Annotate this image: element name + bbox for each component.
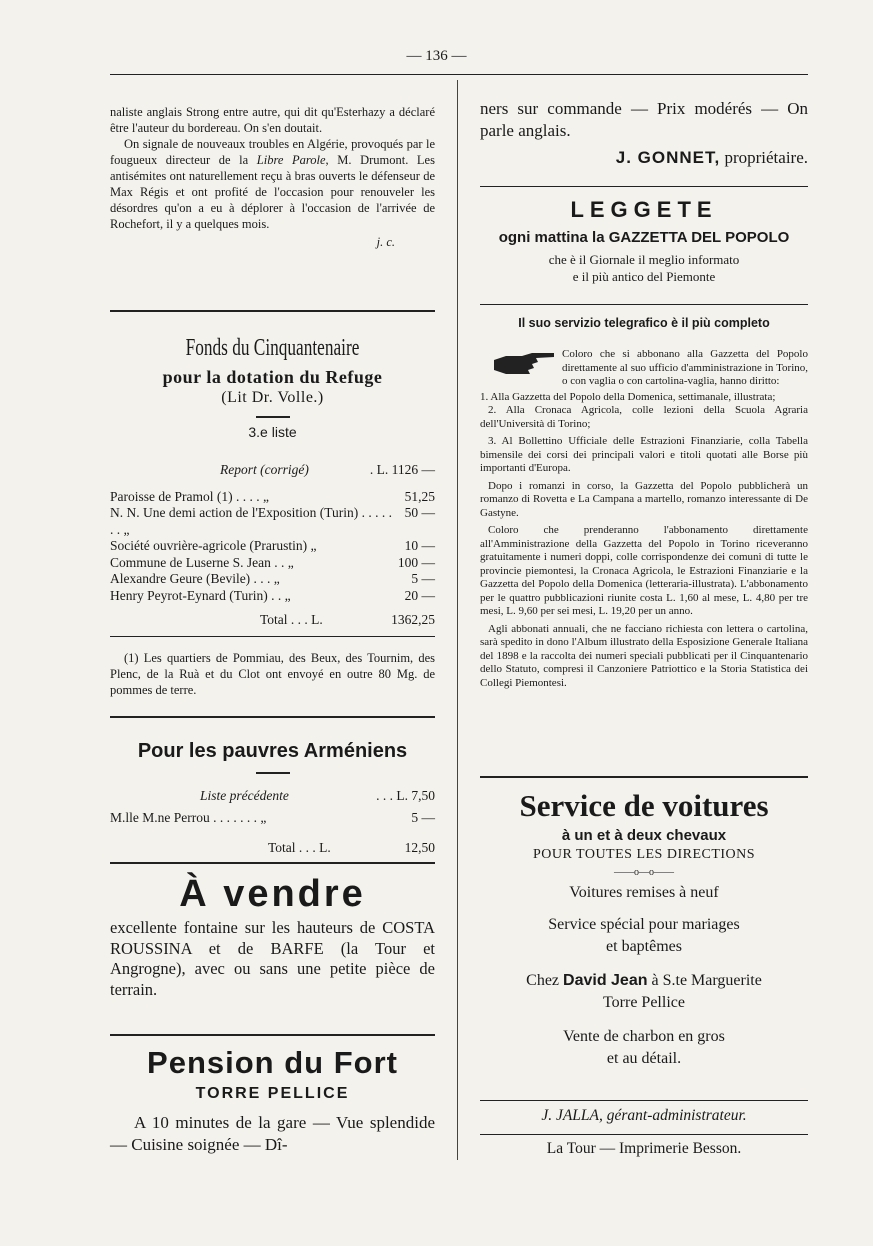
rule-8	[480, 776, 808, 778]
gazzetta-para-2: Dopo i romanzi in corso, la Gazzetta del Popolo pubblicherà un romanzo di Rovetta e La Campana a martello, romanzo interessante di De Gastyne.	[480, 479, 808, 519]
rule-1	[110, 310, 435, 312]
gazzetta-title: LEGGETE	[570, 197, 718, 222]
fonds-item-row: Alexandre Geure (Bevile) . . . „ 5 —	[110, 571, 435, 586]
gazzetta-item-2: 2. Alla Cronaca Agricola, colle lezioni della Scuola Agraria dell'Università di Torino;	[480, 404, 808, 430]
gazzetta-para-4: Agli abbonati annuali, che ne facciano richiesta con lettera o cartolina, sarà spedito in dono l'Album illustrato della Esposizione Generale Italiana del 1898 e la raccolta dei numeri speciali pubblicati per il Cinquantenario dello Statuto, compresi il Canzoniere Patriottico e la Storia Statistica dei Collegi Piemontesi.	[480, 622, 808, 689]
rule-9	[480, 1100, 808, 1101]
vendre-text: excellente fontaine sur les hauteurs de COSTA ROUSSINA et de BARFE (la Tour et Angrogne), avec ou sans une petite pièce de terrain.	[110, 918, 435, 999]
fonds-title: Fonds du Cinquantenaire	[185, 335, 360, 361]
gonnet-section	[480, 98, 808, 170]
pension-text: A 10 minutes de la gare — Vue splendide — Cuisine soignée — Dî-	[110, 1113, 435, 1154]
fonds-item-row: Paroisse de Pramol (1) . . . . „ 51,25	[110, 488, 435, 504]
gazzetta-para-3: Coloro che prenderanno l'abbonamento direttamente all'Amministrazione della Gazzetta del Popolo in Torino riceveranno gratuitamente i numeri doppi, colle corrispondenze dei comuni di tutte le provincie piemontesi, la Cronaca Agricola, le Estrazioni Finanziarie e la Gazzetta del Popolo della Domenica (letteraria-illustrata). L'abbonamento per le quattro pubblicazioni riunite costa L. 1,60 al mese, L. 4,80 per tre mesi, L. 9,60 per sei mesi, L. 19,20 per un anno.	[480, 524, 808, 617]
rule-6	[480, 186, 808, 187]
voitures-line-2: Service spécial pour mariages	[548, 916, 740, 933]
intro-paragraph-1: naliste anglais Strong entre autre, qui dit qu'Esterhazy a déclaré être l'auteur du bordereau. On s'en doutait.	[110, 105, 435, 135]
rule-2	[110, 636, 435, 637]
fonds-list-label: 3.e liste	[248, 424, 297, 440]
fonds-list	[110, 462, 435, 629]
rule-10	[480, 1134, 808, 1135]
armeniens-liste-row: Liste précédente . . . L. 7,50	[200, 788, 435, 803]
voitures-line-6: Vente de charbon en gros	[563, 1028, 725, 1045]
short-bar	[256, 772, 290, 774]
armeniens-list	[110, 788, 435, 857]
voitures-sub-2: POUR TOUTES LES DIRECTIONS	[532, 847, 756, 862]
gazzetta-service: Il suo servizio telegrafico è il più completo	[518, 316, 770, 330]
voitures-line-4: Chez David Jean à S.te Marguerite	[526, 972, 762, 989]
rule-5	[110, 1034, 435, 1036]
gazzetta-line-1: che è il Giornale il meglio informato	[548, 252, 740, 267]
continued-text: ners sur commande — Prix modérés — On parle anglais.	[480, 99, 808, 140]
fonds-footnote: (1) Les quartiers de Pommiau, des Beux, des Tournim, des Plenc, de la Ruà et du Clot ont envoyé en outre 80 Mg. de pommes de terre.	[110, 651, 435, 697]
pension-title: Pension du Fort	[147, 1045, 398, 1080]
rule-4	[110, 862, 435, 864]
voitures-line-5: Torre Pellice	[603, 994, 685, 1011]
short-bar	[256, 416, 290, 418]
gazzetta-item-3: 3. Al Bollettino Ufficiale delle Estrazioni Finanziarie, colla Tabella bimensile dei corsi dei principali valori e titoli quotati alle Borse più importanti d'Europa.	[480, 435, 808, 474]
fonds-report-row: Report (corrigé) . L. 1126 —	[220, 462, 435, 477]
gerant-line: J. JALLA, gérant-administrateur.	[541, 1107, 747, 1124]
armeniens-item-row: M.lle M.ne Perrou . . . . . . . „ 5 —	[110, 809, 435, 825]
voitures-line-7: et au détail.	[606, 1050, 682, 1067]
fonds-item-row: N. N. Une demi action de l'Exposition (Turin) . . . . . . . „ 50 —	[110, 505, 435, 537]
fonds-items	[110, 489, 435, 605]
pointing-hand-icon	[492, 350, 556, 378]
fonds-subtitle: pour la dotation du Refuge	[162, 367, 383, 387]
voitures-sub-1: à un et à deux chevaux	[561, 827, 727, 844]
voitures-ornament: ——o—o——	[614, 867, 674, 878]
pension-section	[110, 1044, 435, 1156]
vendre-section	[110, 872, 435, 1000]
gazzetta-body	[480, 314, 808, 690]
armeniens-total-row: Total . . . L. 12,50	[268, 840, 435, 855]
gazzetta-line-2: e il più antico del Piemonte	[572, 269, 716, 284]
intro-paragraph-2: On signale de nouveaux troubles en Algérie, provoqués par le fougueux directeur de la Libre Parole, M. Drumont. Les antisémites ont naturellement reçu à bras ouverts le défenseur de Max Régis et ont profité de l'occasion pour renouveler les désordres qu'on a eu à déplorer à l'occasion de l'arrivée de Rochefort, il y a quelques mois.	[110, 137, 435, 231]
fonds-item-row: Société ouvrière-agricole (Prarustin) „ 10 —	[110, 538, 435, 553]
voitures-line-1: Voitures remises à neuf	[569, 884, 719, 901]
fonds-item-row: Henry Peyrot-Eynard (Turin) . . „ 20 —	[110, 587, 435, 603]
fonds-section	[110, 334, 435, 440]
column-divider	[457, 80, 458, 1160]
page-number: — 136 —	[406, 48, 467, 64]
armeniens-title: Pour les pauvres Arméniens	[137, 740, 408, 762]
intro-article	[110, 104, 435, 250]
gazzetta-para-1: Coloro che si abbonano alla Gazzetta del Popolo direttamente al suo ufficio d'amministrazione in Torino, o con vaglia o con cartolina-vaglia, hanno diritto:	[480, 348, 808, 389]
rule-7	[480, 304, 808, 305]
fonds-item-row: Commune de Luserne S. Jean . . „ 100 —	[110, 554, 435, 570]
armeniens-section	[110, 738, 435, 780]
fonds-total-row: Total . . . L. 1362,25	[260, 612, 435, 627]
intro-signature: j. c.	[376, 235, 395, 249]
rule-3	[110, 716, 435, 718]
voitures-line-3: et baptêmes	[606, 938, 682, 955]
pension-subtitle: TORRE PELLICE	[195, 1085, 350, 1102]
gazzetta-subtitle: ogni mattina la GAZZETTA DEL POPOLO	[498, 229, 790, 246]
gazzetta-item-1: 1. Alla Gazzetta del Popolo della Domenica, settimanale, illustrata;	[480, 390, 776, 403]
fonds-subtitle-2: (Lit Dr. Volle.)	[221, 389, 324, 406]
voitures-section	[480, 786, 808, 1070]
vendre-title: À vendre	[179, 873, 366, 915]
owner-line: J. GONNET, propriétaire.	[615, 148, 808, 167]
imprimerie-line: La Tour — Imprimerie Besson.	[546, 1140, 742, 1157]
voitures-title: Service de voitures	[519, 788, 769, 823]
top-rule	[110, 74, 808, 75]
gazzetta-header	[480, 196, 808, 285]
